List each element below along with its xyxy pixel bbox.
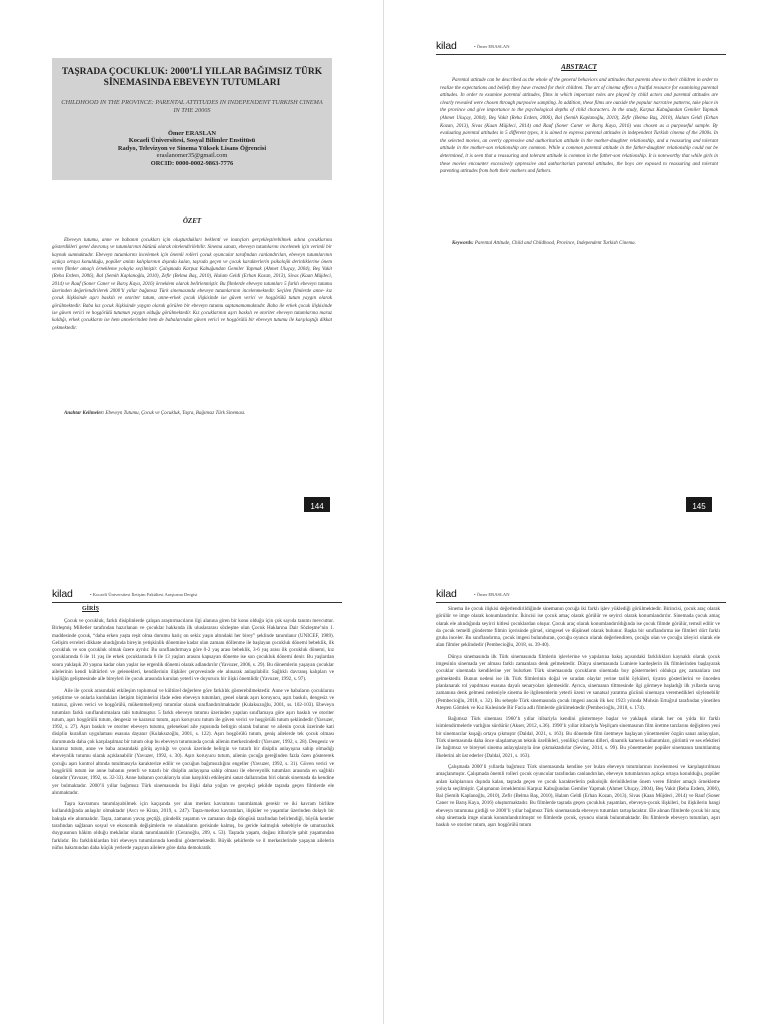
abstract-heading: ABSTRACT — [561, 63, 597, 71]
author-affiliation: Kocaeli Üniversitesi, Sosyal Bilimler Enstitüsü — [128, 137, 256, 145]
bottom-spread — [0, 512, 768, 1024]
paragraph: Taşra kavramını tanımlayabilmek için kaçışında yer alan merkez kavramını tanımlamak gerekir ve iki kavram birlikte kullanıldığında anlaşılır olmaktadır (Avcı ve Kiran, 2019, s. 247). Taşra-merkez kavramları, ilişkiler ve yaşamlar üzerinden dolaylı bir bakışla ele alınmalıdır. Taşra, zamanın yavaş geçtiği, gündelik yaşamın ve zamanın doğa döngüsü tarafından belirlendiği, büyük kentler tarafından sağlanan sosyal ve ekonomik değişimlerin ve olanakların gerisinde kalmış, bu geride kalmışlık sebebiyle de umutsuzluk duygusunun hâkim olduğu mekânlar olarak tanımlanabilir (Ceranoğlu, 209, s. 53). Taşrada yaşam, doğası itibariyle şahit yaşamından farklıdır. Bu farklılıklardan biri ebeveyn tutumlarında kendini göstermektedir. Büyük şehirlerde ve il merkezlerinde yaşayan ailelerin nüfus bakımından daha küçük yerlerde yaşayan ailelere göre daha demokratik — [52, 801, 334, 851]
ozet-paragraph: Ebeveyn tutumu, anne ve babanın çocukları için oluşturdukları beklenti ve inançları gerçekleştirebilmek adına çocuklarına gösterdikleri genel davranış ve tutumlarının bütünü olarak nitelendirilebilir. Sinema sanatı, ebeveyn tutumlarını incelemek için verimli bir kaynak sunmaktadır. Ebeveyn tutumlarını incelemek için önemli rolleri çocuk oyuncular tarafından canlandırılan, ebeveyn tutumlarının açıkça ortaya konulduğu, popüler anlatı kalıplarının dışında kalan, taşrada geçen ve çocuk karakterlerin psikolojik derinliklerine önem veren filmler amaçlı örnekleme yoluyla seçilmiştir. Çalışmada Karpuz Kabuğundan Gemiler Yapmak (Ahmet Uluçay, 2004), Beş Vakit (Reha Erdem, 2006), Bal (Semih Kaplanoğlu, 2010), Zefir (Belma Baş, 2010), Halam Geldi (Erhan Kozan, 2013), Sivas (Kaan Müjdeci, 2014) ve Rauf (Soner Caner ve Barış Kaya, 2016) örneklem olarak belirlenmiştir. Bu filmlerde ebeveyn tutumları 5 farklı ebeveyn tutumu üzerinden değerlendirilerek 2000’li yıllar bağımsız Türk sinemasında ebeveyn tutumlarının incelenmektedir. Seçilen filmlerde anne- kız çocuk ilişkisinde aşırı baskılı ve otoriter tutum, anne-erkek çocuk ilişkisinde ise güven verici ve hoşgörülü tutum yaygın olarak görülmektedir. Baba kız çocuk ilişkisinde yaygın olarak görülen bir ebeveyn tutumu saptanamamaktadır. Baba ile erkek çocuk ilişkisinde ise güven verici ve hoşgörülü tutumun yaygın olduğu görülmektedir. Kız çocuklarının aşırı baskılı ve otoriter ebeveyn tutumlarına maruz kaldığı, erkek çocukların ise hem annelerinden hem de babalarından güven verici ve hoşgörülü bir ebeveyn tutumu ile karşılaştığı dikkat çekmektedir. — [52, 238, 332, 331]
page-145 — [384, 0, 768, 512]
page-header — [52, 588, 342, 603]
ozet-heading: ÖZET — [182, 217, 202, 225]
page-144 — [0, 0, 384, 512]
paragraph: Çalışmada 2000’li yıllarda bağımsız Türk sinemasında kendine yer bulan ebeveyn tutumlarının incelenmesi ve karşılaştırılması amaçlanmıştır. Çalışmada önemli rolleri çocuk oyuncular tarafından canlandırılan, ebeveyn tutumlarının açıkça ortaya konulduğu, popüler anlatı kalıplarının dışında kalan, taşrada geçen ve çocuk karakterlerin psikolojik derinliklerine önem veren filmler amaçlı örnekleme yoluyla seçilmiştir. Çalışmanın örneklemini Karpuz Kabuğundan Gemiler Yapmak (Ahmet Uluçay, 2004), Beş Vakit (Reha Erdem, 2006), Bal (Semih Kaplanoğlu, 2010), Zefir (Belma Baş, 2010), Halam Geldi (Erhan Kozan, 2013), Sivas (Kaan Müjdeci, 2014) ve Rauf (Soner Caner ve Barış Kaya, 2016) oluşturmaktadır. Bu filmlerde taşrada geçen çocukluk yaşamları, ebeveyn-çocuk ilişkileri, bu ilişkilerin hangi ebeveyn tutumuna girdiği ve 2000’li yıllar bağımsız Türk sinemasında ebeveyn tutumları tartışılacaktır. Ele alınan filmlerde çocuk bir araç olup sinemada imge olarak konumlandırılmıştır ve filmlerde çocuk, oyuncu olarak bulunmaktadır. Bu filmlerde ebeveyn tutumları, aşırı baskılı ve otoriter tutum, aşırı hoşgörülü tutum — [436, 763, 720, 829]
page-header — [436, 40, 726, 55]
paragraph: Sinema ile çocuk ilişkisi değerlendirildiğinde sinemanın çocuğa iki farklı işlev yüklediği görülmektedir. Birincisi, çocuk araç olarak görülür ve imge olarak konumlandırılır. İkincisi ise çocuk amaç olarak görülür ve seyirci olarak konumlandırılır. Sinemada çocuk amaç olarak ele alındığında seyirci kitlesi çocuklardan oluşur. Çocuk araç olarak konumlandırıldığında ise çocuk filmde görülür, temsil edilir ve da çocuk temelli gönderme filmin içerisinde görsel, simgesel ve düşünsel olarak bulunur. Başka bir sınıflandırma ise filmleri dört farklı gruba inceler. Bu sınıflandırma, çocuk imgesi bulunduran, çocuğu oyuncu olarak değerlendiren, çocuğu olan ve çocuğu izleyici olarak ele alan filmler şeklindedir (Pembecioğlu, 2018, ss. 39-40). — [436, 606, 720, 649]
author-orcid: ORCID: 0000-0002-9863-7776 — [150, 159, 234, 167]
keywords-value: Parental Attitude, Child and Childhood, Province, Independent Turkish Cinema. — [474, 241, 636, 246]
author-name: Ömer ERASLAN — [168, 130, 216, 137]
header-journal: • Kocaeli Üniversitesi İletişim Fakültesi Araştırma Dergisi — [90, 592, 198, 597]
keywords-label: Anahtar Kelimeler: — [64, 411, 105, 416]
journal-logo: kilad — [436, 588, 457, 600]
giris-text — [52, 618, 334, 856]
page-header — [436, 588, 726, 603]
section-heading: GİRİŞ — [82, 606, 100, 612]
journal-logo: kilad — [436, 40, 457, 52]
journal-logo: kilad — [52, 588, 73, 600]
author-block — [58, 130, 326, 167]
header-author: • Ömer ERASLAN — [474, 592, 510, 597]
body-text — [436, 606, 720, 834]
abstract-paragraph: Parental attitude can be described as the whole of the general behaviors and attitudes that parents show to their children in order to realize the expectations and beliefs they have created for their children. The art of cinema offers a fruitful resource for examining parental attitudes. In order to examine parental attitudes, films in which important roles are played by child actors and parental attitudes are clearly revealed were chosen through purposive sampling. In addition, these films are outside the popular narrative patterns, take place in the province and give importance to the psychological depths of child characters. In the study, Karpuz Kabuğundan Gemiler Yapmak (Ahmet Uluçay, 2004), Beş Vakit (Reha Erdem, 2006), Bal (Semih Kaplanoğlu, 2010), Zefir (Belma Baş, 2010), Halam Geldi (Erhan Kozan, 2013), Sivas (Kaan Müjdeci, 2014) and Rauf (Soner Caner ve Barış Kaya, 2016) was chosen as a purposeful sample. By evaluating parental attitudes in 5 different types, it is aimed to express parental attitudes in independent Turkish cinema of the 2000s. In the selected movies, an overly oppressive and authoritarian attitude in the mother-daughter relationship, and a reassuring and tolerant attitude in the mother-son relationship are common. While a common parental attitude in the father-daughter relationship could not be determined, it is seen that a reassuring and tolerant attitude is common in the father-son relationship. It is noteworthy that while girls in these movies encounter excessively oppressive and authoritarian parental attitudes, the boys are exposed to reassuring and tolerant parenting attitudes from both their mothers and fathers. — [440, 78, 718, 175]
paragraph: Çocuk ve çocukluk, farklı disiplinlerde çalışan araştırmacıların ilgi alanına giren bir konu olduğu için çok sayıda tanımı mevcuttur. Birleşmiş Milletler tarafından hazırlanan ve çocuklar hakkında ilk uluslararası sözleşme olan Çocuk Haklarına Dair Sözleşme’nin 1. maddesinde çocuk, “daha erken yaşta reşit olma durumu hariç on sekiz yaşın altındaki her birey” şeklinde tanımlanır (UNICEF, 1989). Gelişim evreleri dikkate alındığında bireyin yetişkinlik dönemine kadar olan zamanı döllenme ile başlayan çocukluk dönemi bebeklik, ilk çocukluk ve son çocukluk olmak üzere ayrılır. Bu sınıflandırmaya göre 0-2 yaş arası bebeklik, 3-6 yaş arası ilk çocukluk dönemi, kız çocuklarında 6 ile 11 yaş ile erkek çocuklarında 6 ile 13 yaşları arasını kapsayan döneme ise son çocukluk dönemi denir. Bu yaşlardan sonra yaklaşık 20 yaşına kadar olan yaşlar ise ergenlik dönemi olarak adlandırılır (Yavuzer, 2006, s. 29). Bu dönemlerin yaşayan çocuklar ailelerinin kendi kültürleri ve gelenekleri, kendilerinin ilişkiler çerçevesinde ele alınarak anlaşılabilir. Sağlıklı davranış kalıpları ve kişiliğin gelişmesinde aile bireyleri ile çocuk arasında kurulan yeterli ve doyurucu bir ilişki önemlidir (Yavuzer, 1992, s. 97). — [52, 618, 334, 683]
keywords-tr — [52, 410, 332, 417]
page-147 — [384, 512, 768, 1024]
spread-divider — [383, 512, 384, 1024]
page-146 — [0, 512, 384, 1024]
article-title-en: CHILDHOOD IN THE PROVINCE: PARENTAL ATTITUDES IN INDEPENDENT TURKISH CINEMA IN THE 2000S — [61, 99, 323, 114]
page-number: 144 — [304, 497, 330, 512]
paragraph: Dünya sinemasında ilk Türk sinemasında filmlerin işlevlerine ve yapılarına bakış açısındaki farklılıkları kaynaklı olarak çocuk imgesinin sinemada yer alması farklı zamanlara denk gelmektedir. Dünya sinemasında Lumiere kardeşlerin ilk filmlerinden başlayarak çocuklar sinemada kendilerine yer bulurken Türk sinemasında çocukların sinemada boy göstermeleri oldukça geç zamanlara rast gelmektedir. Bunun nedeni ise ilk Türk filmlerinin doğal ve sıradan olaylar yerine tarihi öyküleri, tiyatro gösterilerini ve önceden planlanarak rol yapılması esasına dayalı senaryoları işlemesidir. Ayrıca, sinemanın tiltmesinde ilgi görmeye başladığı ilk yıllarda savaş zamanına denk gelmesi nedeniyle sinema ile ilgilenenlerin yeterli özeni ve sanatsal yaratma gücünü sinemaya veremedikleri söylenebilir (Pembecioğlu, 2018, s. 32). Bu sebeple Türk sinemasında çocuk imgesi ancak ilk kez 1923 yılında Muhsin Ertuğrul tarafından yönetilen Ateşten Gömlek ve Kız Kulesinde Bir Facia adlı filmlerde görülmektedir (Pembecioğlu, 2018, s. 174). — [436, 653, 720, 711]
article-title-tr: TAŞRADA ÇOCUKLUK: 2000’Lİ YILLAR BAĞIMSIZ TÜRK SİNEMASINDA EBEVEYN TUTUMLARI — [61, 67, 323, 88]
spread-divider — [383, 0, 384, 512]
ozet-text — [52, 237, 332, 336]
page-number: 145 — [686, 497, 712, 512]
keywords-value: Ebeveyn Tutumu, Çocuk ve Çocukluk, Taşra, Bağımsız Türk Sineması. — [105, 411, 246, 416]
author-program: Radyo, Televizyon ve Sinema Yüksek Lisans Öğrencisi — [117, 144, 267, 152]
paragraph: Bağımsız Türk sineması 1960’lı yıllar itibariyla kendini göstermeye başlar ve yaklaşık olarak her on yılda bir farklı isimlendirmelerle varlığını sürdürür (Akser, 2012, s.36). 1990’lı yıllar itibariyla Yeşilçam sinemasının film üretme tarzlarını değiştiren yeni bir sinemacılar kuşağı ortaya çıkmıştır (Daldal, 2021, s. 163). Bu dönemde film üretmeye başlayan yönetmenler özgün sanat anlayışları, Türk sinemasında daha önce ulaşılamayan teknik özellikleri, yenilikçi sinema dilleri, dinamik kamera kullanımları, görüntü ve ses efektleri ile bağımsız ve bireysel sinema anlayışlarıyla öne çıkmaktadırlar (Sevinç, 2014, s. 99). Bu yönetmenler popüler sinemanın tanımlanmış ilkelerini alt üst ederler (Daldal, 2021, s. 163). — [436, 716, 720, 759]
keywords-en — [440, 240, 718, 247]
author-email: eraslanomer35@gmail.com — [156, 152, 228, 160]
abstract-text — [440, 77, 718, 180]
header-author: • Ömer ERASLAN — [474, 44, 510, 49]
keywords-label: Keywords: — [452, 241, 474, 246]
paragraph: Aile ile çocuk arasındaki etkileşim toplumsal ve kültürel değerlere göre farklılık gösterebilmektedir. Anne ve babaların çocuklarını yetiştirme ve onlarla kurdukları iletişim biçimlerini ifade eden ebeveyn tutumları, genel olarak aşırı koruyucu, aşırı baskılı, dengesiz ve tutarsız, güven verici ve hoşgörülü, mükemmeliyetçi tutumlar olarak sınıflandırılmaktadır (Kulaksızoğlu, 2001, ss. 102-103). Ebeveyn tutumları farklı sınıflandırmalara tabi tutulmuştur. 5 farklı ebeveyn tutumu üzerinden yapılan sınıflamaya göre aşırı baskılı ve otoriter tutum, aşırı hoşgörülü tutum, dengesiz ve kararsız tutum, aşırı koruyucu tutum ile güven verici ve hoşgörülü tutum şeklindedir (Yavuzer, 1992, s. 27). Aşırı baskılı ve otoriter ebeveyn tutumu, geleneksel aile yapısında belirgin olarak bulunur ve ailenin çocuk üzerinde kati disiplin kuralları uygulaması esasına dayanır (Kulaksızoğlu, 2001, s. 122). Aşırı hoşgörülü tutum, geniş ailelerde tek çocuk olması durumunda daha çok karşılaşılmaz bir tutum olup bu ebeveyn tutumunda çocuk ailenin merkezindedir (Yavuzer, 1992, s. 28). Dengesiz ve kararsız tutum, anne ve baba arasındaki görüş ayrılığı ve çocuk üzerinde belirgin ve tutarlı bir disiplin anlayışına sahip olmadığı ebeveynlik tutumu olarak açıklanabilir (Yavuzer, 1992, s. 30). Aşırı koruyucu tutum, ailenin çocuğa gereğinden fazla özen göstererek çocuğu aşırı kontrol altında tutulmasıyla karakterize edilir ve çocuğun bağımsızlığını engeller (Yavuzer, 1992, s. 31). Güven verici ve hoşgörülü tutum ise anne babanın yeterli ve tutarlı bir disiplin anlayışına sahip olması ile ebeveynlik tutumları arasında en sağlıklı olanıdır (Yavuzer, 1992, ss. 32-33). Anne babanın çocuklarıyla olan karşılıklı etkileşimi sanat dallarından biri olarak sinemada da kendine yer bulmaktadır. 2000’li yıllar bağımsız Türk sinemasında bu ilişki daha yoğun ve gerçekçi şekilde taşrada geçen filmlerde ele alınmaktadır. — [52, 687, 334, 796]
